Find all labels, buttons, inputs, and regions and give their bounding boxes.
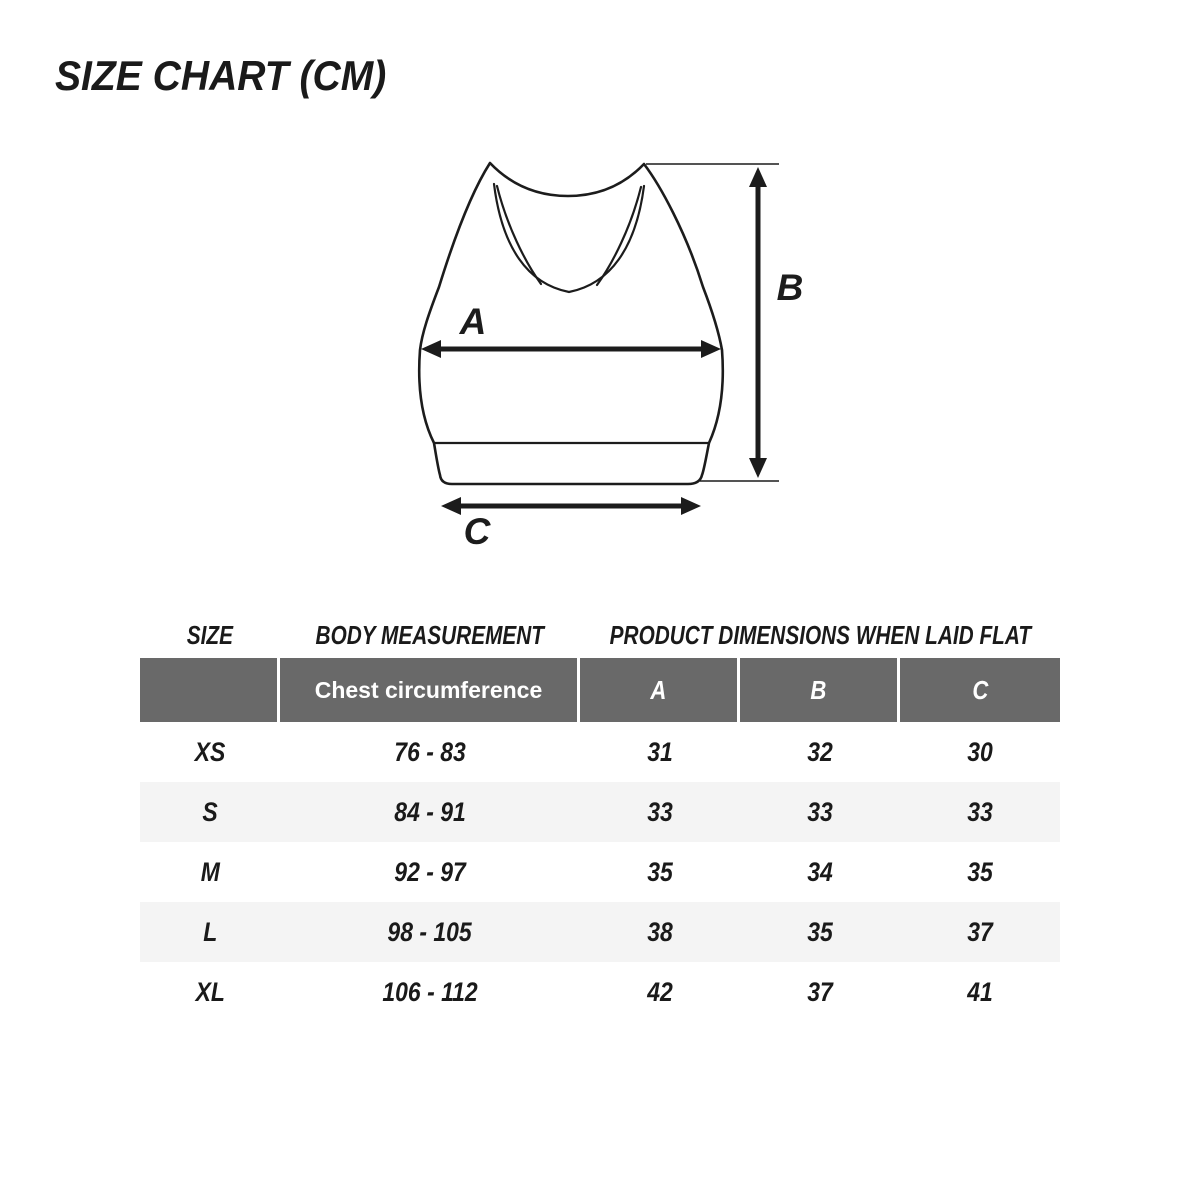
dimension-c-arrowhead-left (441, 497, 461, 515)
chest-cell: 92 - 97 (394, 856, 466, 887)
table-row-l (140, 902, 1060, 962)
dim-c-cell: 30 (967, 736, 993, 767)
dimension-b-label: B (776, 267, 804, 308)
dim-b-cell: 35 (807, 916, 833, 947)
size-table (140, 612, 1060, 1022)
group-header-body-measurement: BODY MEASUREMENT (315, 619, 545, 650)
subheader-size-cell (140, 658, 280, 722)
chest-cell: 84 - 91 (394, 796, 466, 827)
dim-c-cell: 35 (967, 856, 993, 887)
dim-c-cell: 37 (967, 916, 993, 947)
size-cell: L (202, 916, 218, 947)
group-header-size: SIZE (186, 619, 234, 650)
table-row-s (140, 782, 1060, 842)
dim-a-cell: 33 (647, 796, 673, 827)
table-group-header-row (140, 612, 1060, 658)
size-cell: M (200, 856, 220, 887)
dimension-b-arrowhead-top (749, 167, 767, 187)
dimension-a-label: A (459, 301, 487, 342)
racerback-panel-curve (494, 184, 644, 292)
dim-a-cell: 35 (647, 856, 673, 887)
dim-c-cell: 33 (967, 796, 993, 827)
size-cell: S (202, 796, 218, 827)
dimension-c-arrowhead-right (681, 497, 701, 515)
dimension-c-label: C (463, 511, 491, 552)
dim-b-cell: 37 (807, 976, 833, 1007)
dim-a-cell: 31 (647, 736, 673, 767)
table-row-xs (140, 722, 1060, 782)
left-armhole-curve (497, 186, 541, 284)
subheader-chest-circumference: Chest circumference (280, 658, 580, 722)
dim-c-cell: 41 (967, 976, 993, 1007)
table-subheader-row (140, 658, 1060, 722)
table-row-xl (140, 962, 1060, 1022)
size-cell: XL (195, 976, 225, 1007)
dim-b-cell: 34 (807, 856, 833, 887)
dim-b-cell: 33 (807, 796, 833, 827)
chest-cell: 106 - 112 (382, 976, 478, 1007)
dim-a-cell: 42 (647, 976, 673, 1007)
table-row-m (140, 842, 1060, 902)
dimension-a-arrowhead-right (701, 340, 721, 358)
chest-cell: 98 - 105 (387, 916, 473, 947)
right-armhole-curve (597, 187, 641, 285)
dimension-a-arrowhead-left (421, 340, 441, 358)
subheader-col-b: B (740, 658, 900, 722)
group-header-product-dimensions: PRODUCT DIMENSIONS WHEN LAID FLAT (609, 619, 1031, 650)
page-title: SIZE CHART (CM) (55, 52, 387, 99)
subheader-col-a: A (580, 658, 740, 722)
dim-a-cell: 38 (647, 916, 673, 947)
dim-b-cell: 32 (807, 736, 833, 767)
subheader-col-c: C (972, 674, 988, 705)
size-cell: XS (194, 736, 226, 767)
dimension-b-arrowhead-bottom (749, 458, 767, 478)
chest-cell: 76 - 83 (394, 736, 466, 767)
